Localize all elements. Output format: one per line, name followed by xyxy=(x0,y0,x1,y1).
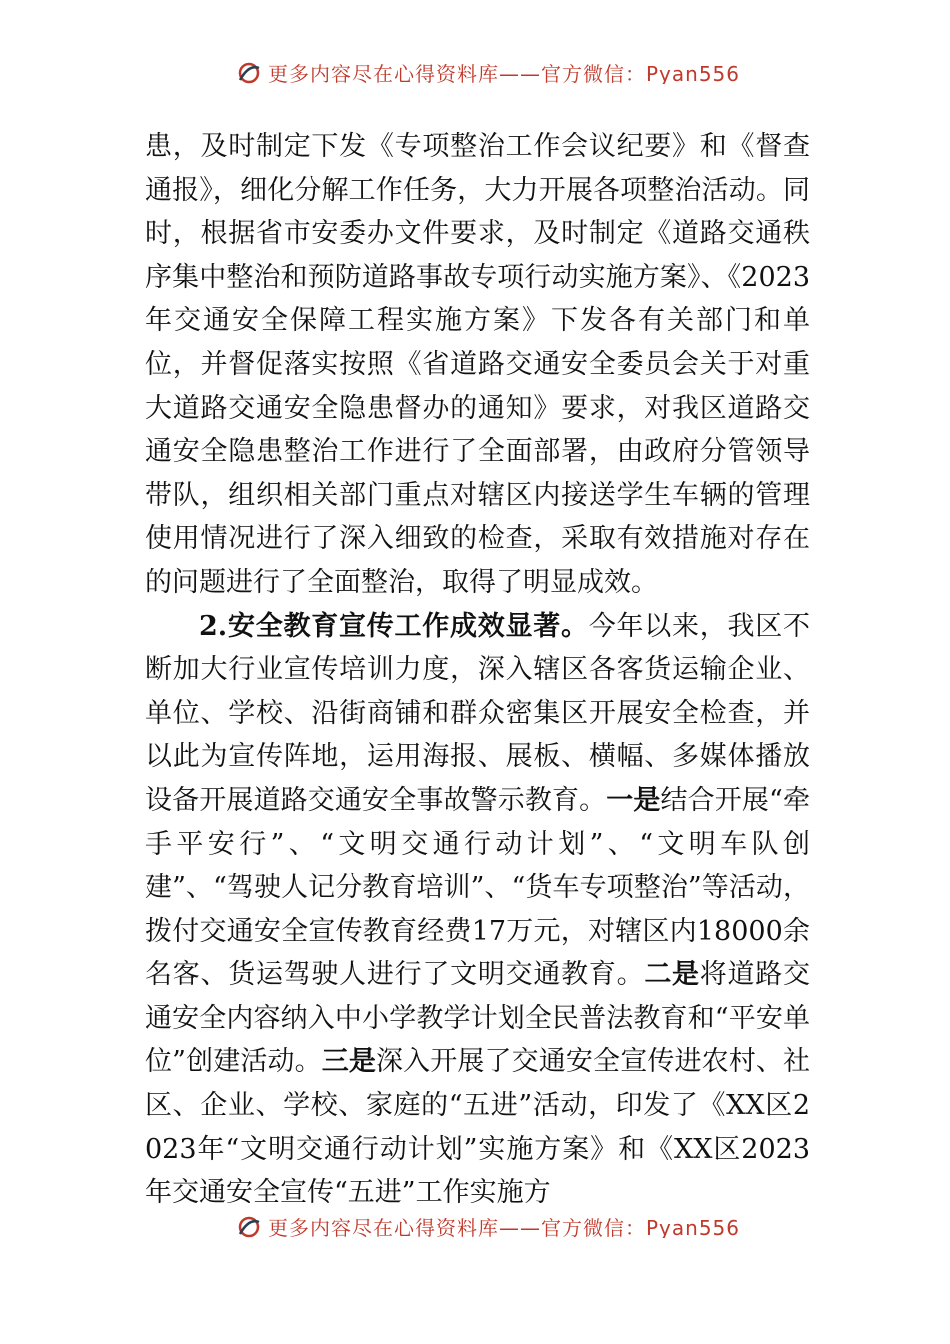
text-run: 将道路交通安全内容纳入中小学教学计划全民普法教育和“平安单位”创建活动。 xyxy=(145,959,811,1078)
paragraph-1 xyxy=(145,125,810,605)
bold-text-run: 二是 xyxy=(644,959,700,991)
watermark-text: 更多内容尽在心得资料库——官方微信：Pyan556 xyxy=(268,1216,741,1238)
watermark-header xyxy=(0,52,950,84)
paragraph-2 xyxy=(145,605,810,1215)
text-run: 今年以来，我区不断加大行业宣传培训力度，深入辖区各客货运输企业、单位、学校、沿街商铺和群众密集区开展安全检查，并以此为宣传阵地，运用海报、展板、横幅、多媒体播放设备开展道路交通安全事故警示教育。 xyxy=(145,610,811,816)
text-run: 深入开展了交通安全宣传进农村、社区、企业、学校、家庭的“五进”活动，印发了《XX区2023年“文明交通行动计划”实施方案》和《XX区2023年交通安全宣传“五进”工作实施方 xyxy=(145,1046,810,1209)
watermark-logo-icon xyxy=(236,1214,262,1239)
bold-text-run: 一是 xyxy=(606,784,661,816)
watermark-footer xyxy=(0,1206,950,1238)
text-run: 结合开展“牵手平安行”、“文明交通行动计划”、“文明车队创建”、“驾驶人记分教育培训”、“货车专项整治”等活动，拨付交通安全宣传教育经费17万元，对辖区内18000余名客、货运驾驶人进行了文明交通教育。 xyxy=(145,784,810,991)
bold-text-run: 2.安全教育宣传工作成效显著。 xyxy=(199,610,589,642)
watermark-logo-icon xyxy=(236,60,262,85)
document-body xyxy=(145,125,810,1215)
watermark-text: 更多内容尽在心得资料库——官方微信：Pyan556 xyxy=(268,62,741,84)
bold-text-run: 三是 xyxy=(321,1046,376,1078)
text-run: 患，及时制定下发《专项整治工作会议纪要》和《督查通报》，细化分解工作任务，大力开展各项整治活动。同时，根据省市安委办文件要求，及时制定《道路交通秩序集中整治和预防道路事故专项行动实施方案》、《2023年交通安全保障工程实施方案》下发各有关部门和单位，并督促落实按照《省道路交通安全委员会关于对重大道路交通安全隐患督办的通知》要求，对我区道路交通安全隐患整治工作进行了全面部署，由政府分管领导带队，组织相关部门重点对辖区内接送学生车辆的管理使用情况进行了深入细致的检查，采取有效措施对存在的问题进行了全面整治，取得了明显成效。 xyxy=(145,131,810,598)
